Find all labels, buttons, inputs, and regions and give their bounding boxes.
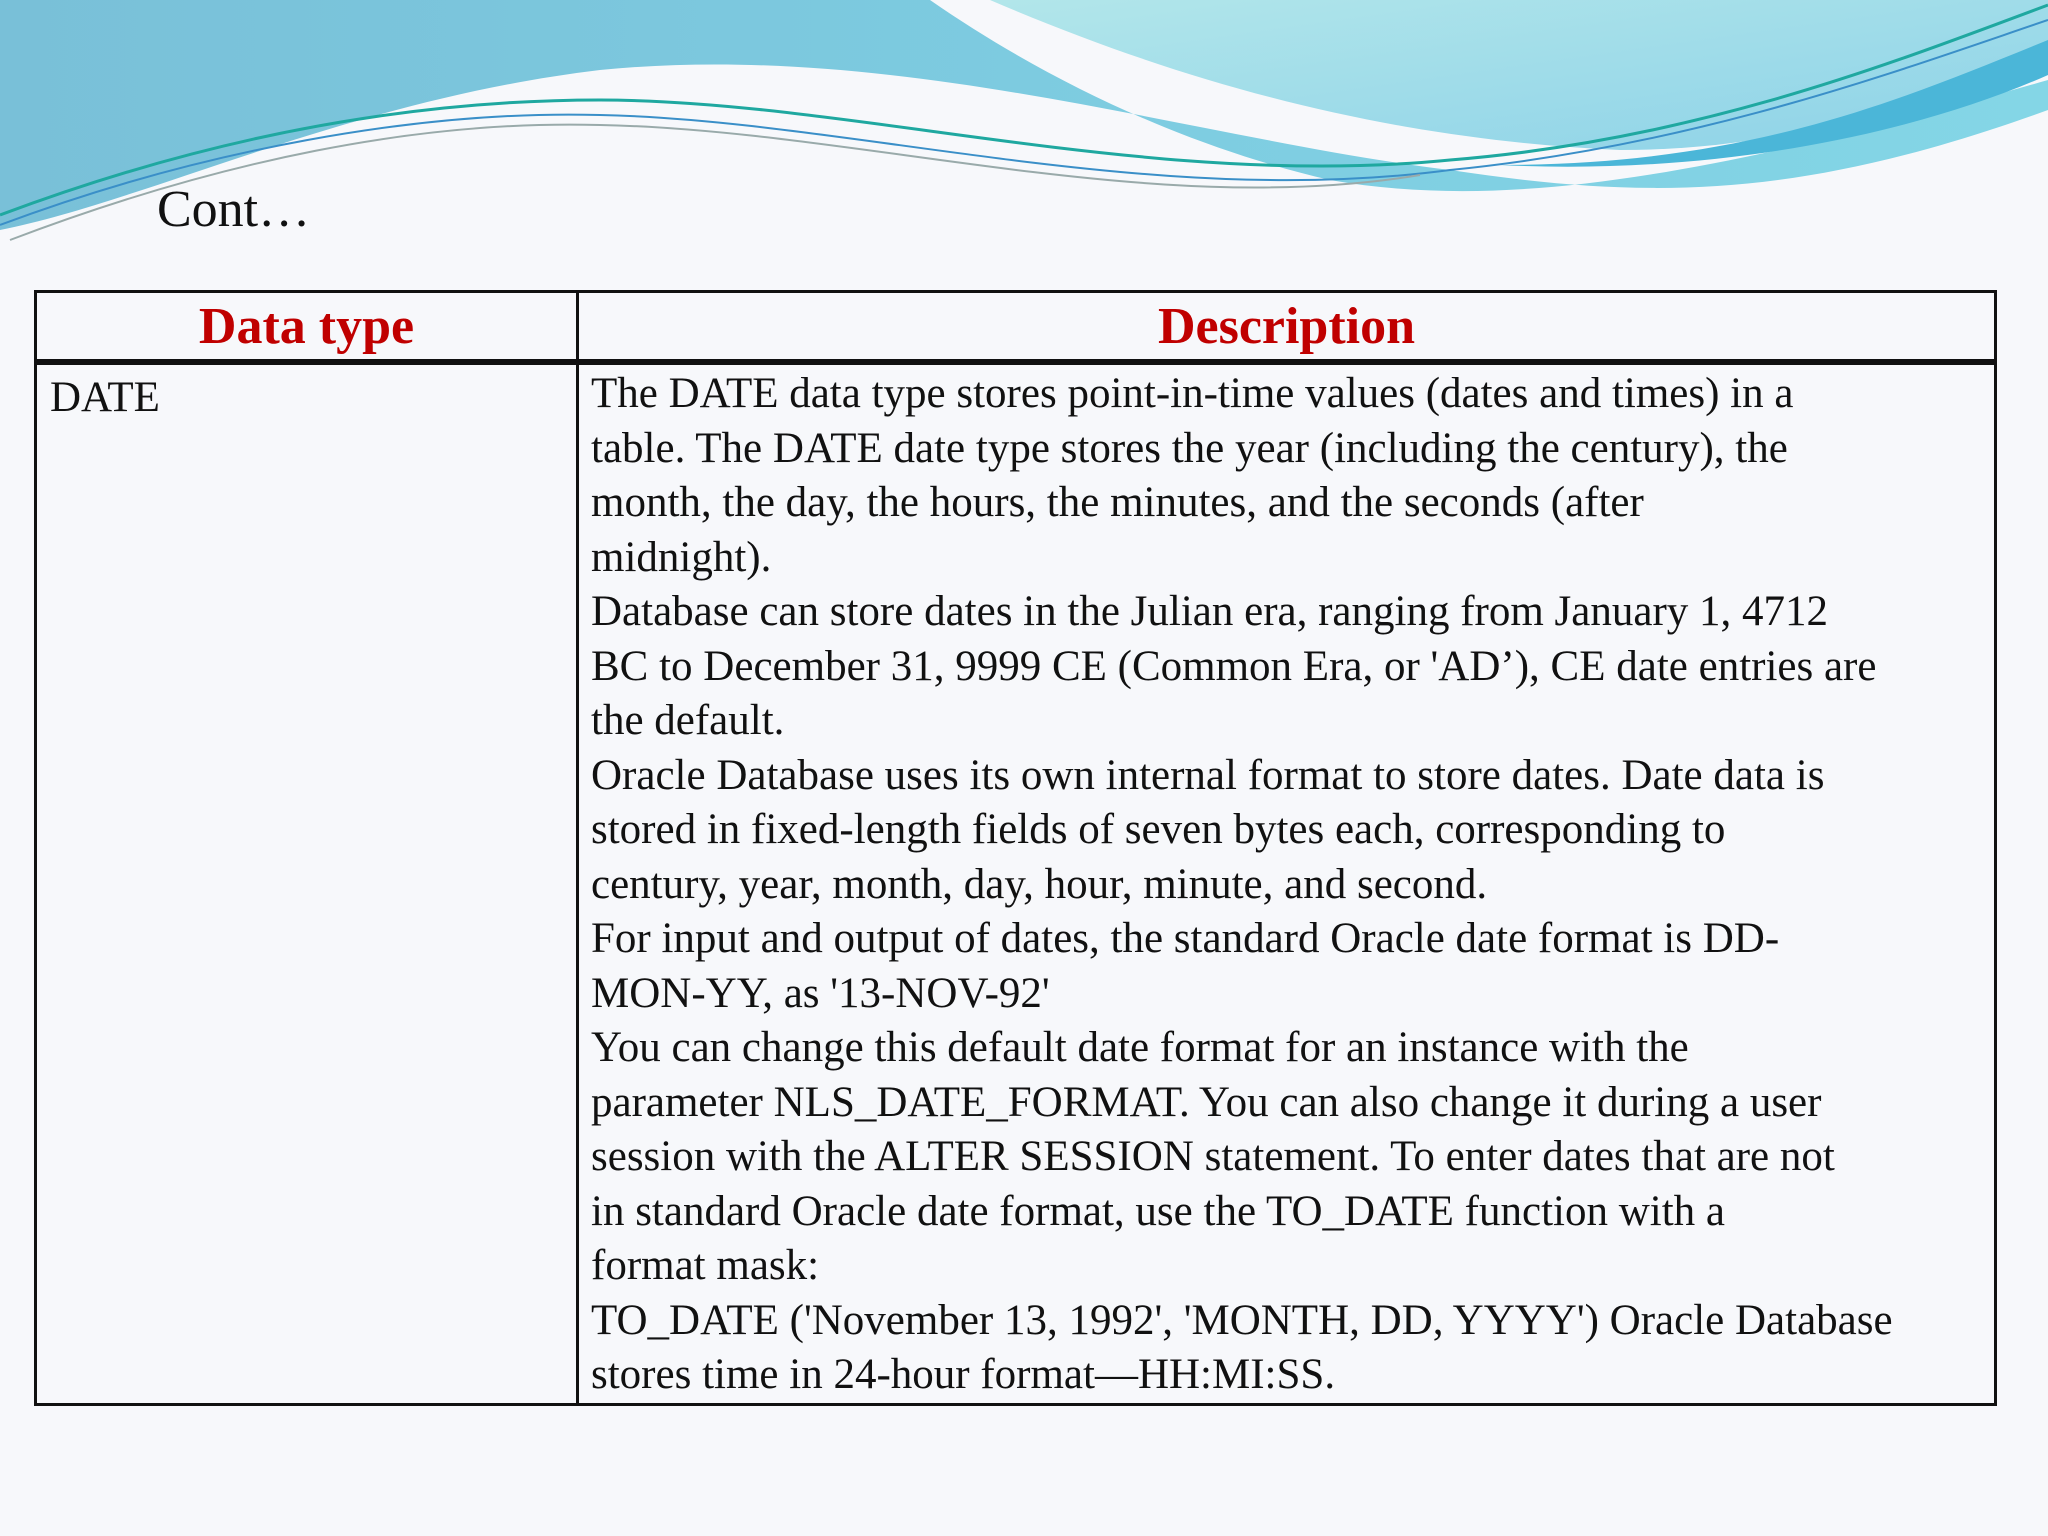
- cell-data-type: DATE: [50, 374, 160, 421]
- description-line: month, the day, the hours, the minutes, and the seconds (after: [591, 479, 1644, 526]
- header-description: Description: [578, 292, 1996, 363]
- description-line: The DATE data type stores point-in-time values (dates and times) in a: [591, 370, 1794, 417]
- description-line: table. The DATE date type stores the year (including the century), the: [591, 424, 1788, 472]
- description-line: parameter NLS_DATE_FORMAT. You can also change it during a user: [591, 1078, 1822, 1126]
- description-line: Oracle Database uses its own internal format to store dates. Date data is: [591, 751, 1825, 799]
- header-data-type: Data type: [36, 292, 578, 363]
- description-line: For input and output of dates, the standard Oracle date format is DD-: [591, 915, 1780, 962]
- description-line: You can change this default date format for an instance with the: [591, 1024, 1689, 1071]
- description-line: the default.: [591, 697, 785, 744]
- slide-title: Cont…: [157, 181, 311, 238]
- description-line: century, year, month, day, hour, minute, and second.: [591, 860, 1488, 908]
- description-line: format mask:: [591, 1242, 820, 1289]
- description-line: session with the ALTER SESSION statement. To enter dates that are not: [591, 1133, 1835, 1180]
- description-line: BC to December 31, 9999 CE (Common Era, or 'AD’), CE date entries are: [591, 642, 1877, 690]
- description-line: TO_DATE ('November 13, 1992', 'MONTH, DD, YYYY') Oracle Database: [591, 1296, 1893, 1344]
- description-line: Database can store dates in the Julian era, ranging from January 1, 4712: [591, 588, 1829, 635]
- data-type-table: [34, 290, 1997, 1406]
- description-line: midnight).: [591, 533, 772, 581]
- description-line: stores time in 24-hour format—HH:MI:SS.: [591, 1351, 1336, 1398]
- table-header-row: [36, 292, 1996, 363]
- description-line: MON-YY, as '13-NOV-92': [591, 969, 1050, 1017]
- table-row: [36, 362, 1996, 1404]
- cell-description: [578, 362, 1996, 1404]
- description-line: in standard Oracle date format, use the TO_DATE function with a: [591, 1187, 1725, 1235]
- description-line: stored in fixed-length fields of seven bytes each, corresponding to: [591, 806, 1726, 853]
